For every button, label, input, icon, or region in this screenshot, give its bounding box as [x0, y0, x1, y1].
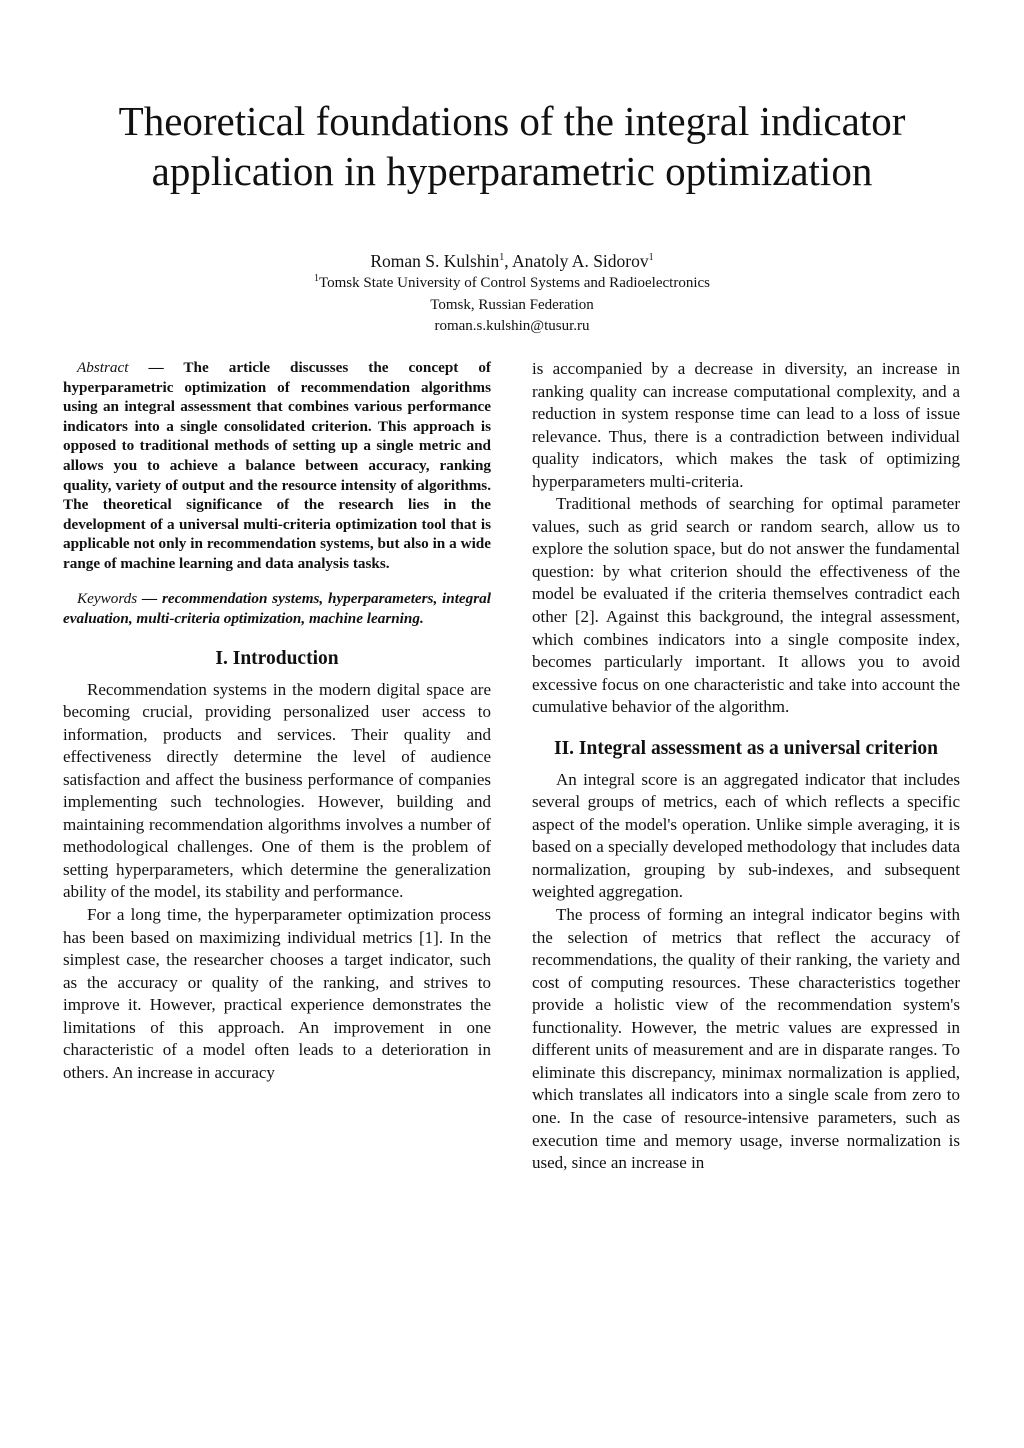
author-name: Roman S. Kulshin: [370, 251, 500, 271]
location: Tomsk, Russian Federation: [430, 296, 594, 313]
paragraph: Recommendation systems in the modern digital space are becoming crucial, providing personalized user access to information, products and services. Their quality and effectiveness directly determine the level of audience satisfaction and affect the business performance of companies implementing such technologies. However, building and maintaining recommendation algorithms involves a number of methodological challenges. One of them is the problem of setting hyperparameters, which determine the generalization ability of the model, its stability and performance.: [63, 679, 491, 902]
affiliation-mark: 1: [499, 252, 505, 264]
paragraph: An integral score is an aggregated indicator that includes several groups of metrics, each of which reflects a specific aspect of the model's operation. Unlike simple averaging, it is based on a specially developed methodology that includes data normalization, grouping by sub-indexes, and subsequent weighted aggregation.: [532, 769, 960, 902]
keywords-label: Keywords: [77, 589, 138, 607]
keywords: [63, 589, 491, 629]
author-separator: ,: [504, 251, 513, 271]
author-name: Anatoly A. Sidorov: [512, 251, 649, 271]
author-line: [112, 250, 912, 272]
abstract-text: — The article discusses the concept of hyperparametric optimization of recommendation algorithms using an integral assessment that combines various performance indicators into a single consolidated criterion. This approach is opposed to traditional methods of setting up a single metric and allows you to achieve a balance between accuracy, ranking quality, variety of output and the resource intensity of algorithms. The theoretical significance of the research lies in the development of a universal multi-criteria optimization tool that is applicable not only in recommendation systems, but also in a wide range of machine learning and data analysis tasks.: [63, 359, 491, 572]
paragraph: is accompanied by a decrease in diversity, an increase in ranking quality can increase computational complexity, and a reduction in system response time can lead to a loss of issue relevance. Thus, there is a contradiction between individual quality indicators, which makes the task of optimizing hyperparameters multi-criteria.: [532, 359, 960, 491]
paragraph: Traditional methods of searching for optimal parameter values, such as grid search or random search, allow us to explore the solution space, but do not answer the fundamental question: by what criterion should the effectiveness of the model be evaluated if the criteria themselves contradict each other [2]. Against this background, the integral assessment, which combines indicators into a single composite index, becomes particularly important. It allows you to avoid excessive focus on one characteristic and take into account the cumulative behavior of the algorithm.: [532, 494, 960, 717]
section-spacer: [532, 719, 960, 737]
right-column: [532, 358, 960, 1175]
paper-title: Theoretical foundations of the integral indicator application in hyperparametric optimization: [118, 98, 906, 194]
paragraph: The process of forming an integral indicator begins with the selection of metrics that reflect the accuracy of recommendations, the quality of their ranking, the variety and cost of computing resources. These characteristics together provide a holistic view of the recommendation system's functionality. However, the metric values are expressed in different units of measurement and are in disparate ranges. To eliminate this discrepancy, minimax normalization is applied, which translates all indicators into a single scale from zero to one. In the case of resource-intensive parameters, such as execution time and memory usage, inverse normalization is used, since an increase in: [532, 905, 960, 1173]
section-heading: II. Integral assessment as a universal criterion: [553, 737, 938, 759]
paragraph: For a long time, the hyperparameter optimization process has been based on maximizing individual metrics [1]. In the simplest case, the researcher chooses a target indicator, such as the accuracy or quality of the ranking, and strives to improve it. However, practical experience demonstrates the limitations of this approach. An improvement in one characteristic of a model often leads to a deterioration in others. An increase in accuracy: [63, 905, 491, 1082]
section-heading: I. Introduction: [215, 647, 339, 669]
abstract: [63, 358, 491, 574]
affiliation-mark: 1: [648, 252, 654, 264]
email: roman.s.kulshin@tusur.ru: [434, 318, 590, 334]
left-column: [63, 358, 491, 1084]
institution-name: Tomsk State University of Control Systems and Radioelectronics: [319, 275, 710, 291]
affiliation-block: [112, 273, 912, 338]
keywords-text: — recommendation systems, hyperparameters, integral evaluation, multi-criteria optimization, machine learning.: [63, 589, 491, 627]
affiliation-mark: 1: [314, 273, 319, 284]
institution: [112, 273, 912, 295]
abstract-label: Abstract: [77, 359, 129, 376]
